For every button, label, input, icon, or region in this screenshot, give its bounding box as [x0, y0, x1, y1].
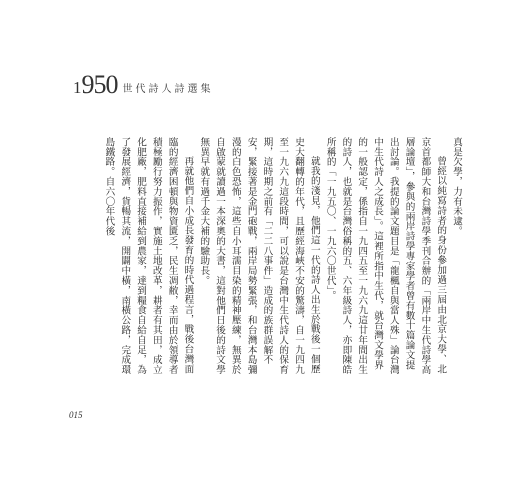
paragraph: 曾經以純寫詩者的身份參加過三屆由北京大學、北京首都師大和台灣詩學季刊合辦的「兩岸中生代詩學高層論壇」，參與的兩岸詩學專家學者曾有數十篇論文提出討論。我提的論文題目是「龍楓自與當人殊」論台灣中生代詩人之成長」。這裡所指中生代，就台灣文學界的一般認定，係指自一九四五至一九六九這廿年間出生的詩人，也就是台灣俗稱的五、六年級詩人，亦即陳皓所稱的「一九五〇、一九六〇世代」。: [324, 137, 447, 375]
year-rest-digits: 950: [81, 70, 118, 99]
year-first-digit: 1: [73, 78, 82, 97]
paragraph: 就我的淺見，他們這一代的詩人出生於戰後一個歷史大翻轉的年代，且歷經海峽不安的驚濤，自一九四九至一九六九這段時間，可以說是台灣中生代詩人的保育期，這時期之前有「二二八事件」造成的族群誤解不安，緊接著是金門砲戰，兩岸局勢緊張，和台灣本島彌漫的白色恐怖，這些自小耳濡目染的精神壓練，無異於自啟蒙就讀過一本深奧的大書，這對他們日後的詩文學無異早就有過千金大補的驗助長。: [198, 137, 320, 375]
series-title: 世代詩人詩選集: [122, 84, 214, 95]
paragraph: 真是欠學，力有未逮。: [451, 137, 462, 236]
running-header: [73, 70, 214, 98]
year-logo: [73, 72, 118, 98]
body-text: [86, 137, 464, 377]
paragraph: 再就他們自小成長發育的時代過程言，戰後台灣面臨的經濟困頓與物資匱乏，民生凋敝，幸而由於領導者積極勵行努力振作，實施土地改革，耕者有其田，成立化肥廠，肥料直接補給到農家，達到糧食自給自足，為了發展經濟，貨暢其流，開闢中橫，南橫公路，完成環島鐵路。自六〇年代後: [103, 137, 194, 375]
page-number: 015: [69, 410, 83, 420]
